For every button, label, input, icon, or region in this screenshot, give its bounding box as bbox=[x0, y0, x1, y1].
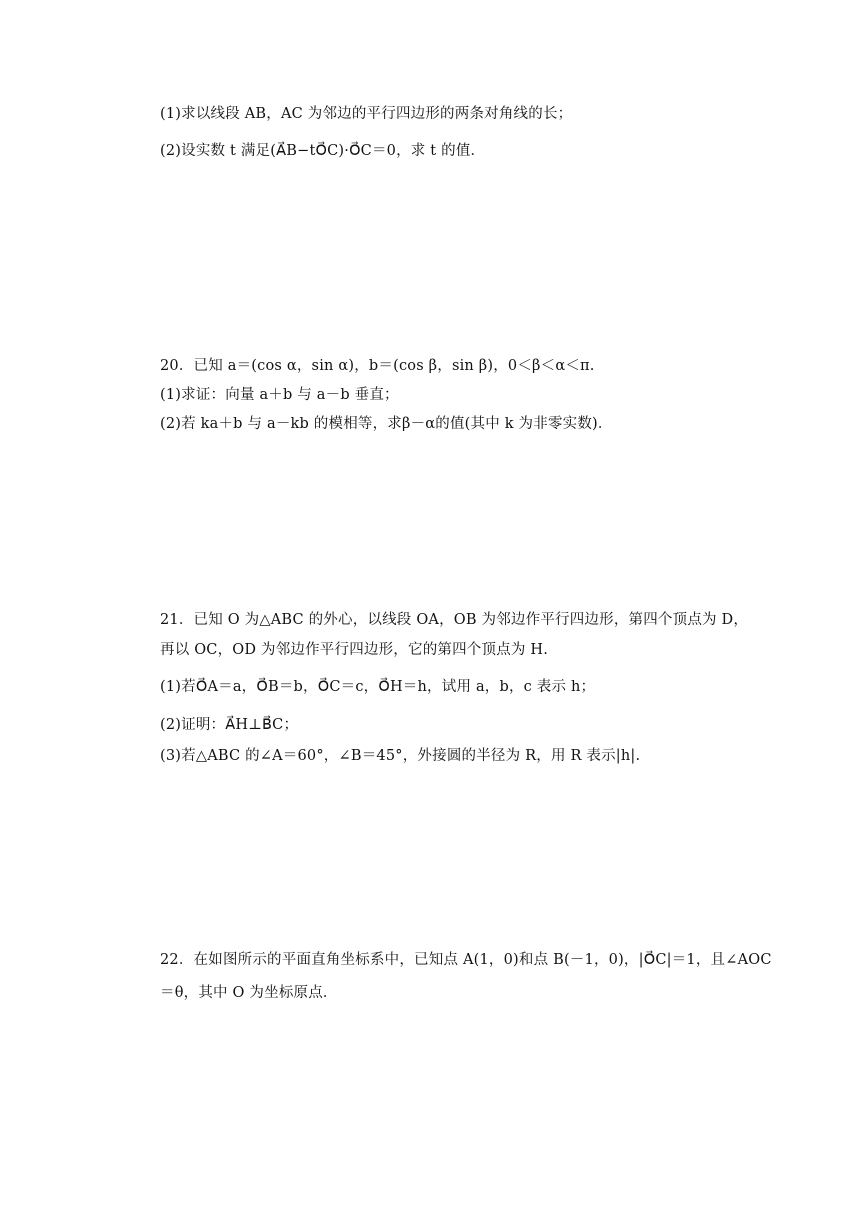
q21-part3-text: (3)若△ABC 的∠A＝60°，∠B＝45°，外接圆的半径为 R，用 R 表示|h|. bbox=[160, 748, 641, 764]
q20-stem-text: 20．已知 a＝(cos α，sin α)，b＝(cos β，sin β)，0＜β＜α＜π. bbox=[160, 358, 595, 374]
q21-stem-text: 21．已知 O 为△ABC 的外心，以线段 OA，OB 为邻边作平行四边形，第四个顶点为 D， bbox=[160, 612, 749, 628]
q21-part2-text: (2)证明：A⃗H⊥B⃗C； bbox=[160, 717, 299, 733]
q20-part2-text: (2)若 ka＋b 与 a－kb 的模相等，求β－α的值(其中 k 为非零实数)． bbox=[160, 416, 613, 432]
q22-stem-text: 22．在如图所示的平面直角坐标系中，已知点 A(1，0)和点 B(－1，0)，|O⃗C|＝1，且∠AOC bbox=[160, 952, 772, 968]
q21-stem-continued-text: 再以 OC，OD 为邻边作平行四边形，它的第四个顶点为 H. bbox=[160, 642, 549, 658]
q19-part1-text: (1)求以线段 AB，AC 为邻边的平行四边形的两条对角线的长； bbox=[160, 106, 573, 122]
q21-part1-text: (1)若O⃗A＝a，O⃗B＝b，O⃗C＝c，O⃗H＝h，试用 a，b，c 表示 h； bbox=[160, 679, 596, 695]
q19-part2-text: (2)设实数 t 满足(A⃗B−tO⃗C)·O⃗C＝0，求 t 的值． bbox=[160, 143, 486, 159]
q20-part1-text: (1)求证：向量 a＋b 与 a－b 垂直； bbox=[160, 387, 399, 403]
q22-stem-continued-text: ＝θ，其中 O 为坐标原点． bbox=[160, 985, 338, 1001]
